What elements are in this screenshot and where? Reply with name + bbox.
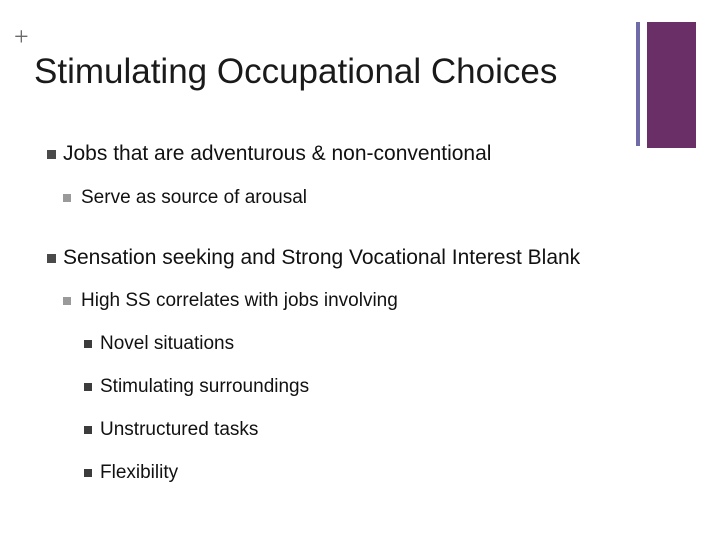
square-bullet-icon: [63, 194, 71, 202]
sub-sub-bullet-item: [84, 375, 309, 399]
slide-title: Stimulating Occupational Choices: [34, 52, 558, 91]
bullet-item: [47, 245, 580, 271]
square-bullet-icon: [63, 297, 71, 305]
bullet-text: Unstructured tasks: [100, 419, 259, 440]
bullet-text: High SS correlates with jobs involving: [81, 290, 398, 311]
bullet-item: [47, 141, 491, 167]
bullet-text: Jobs that are adventurous & non-conventional: [63, 142, 492, 165]
square-bullet-icon: [84, 469, 92, 477]
bullet-text: Serve as source of arousal: [81, 187, 308, 208]
square-bullet-icon: [84, 340, 92, 348]
bullet-text: Novel situations: [100, 333, 235, 354]
square-bullet-icon: [84, 383, 92, 391]
square-bullet-icon: [47, 254, 56, 263]
square-bullet-icon: [84, 426, 92, 434]
square-bullet-icon: [47, 150, 56, 159]
plus-icon: +: [14, 22, 29, 51]
bullet-text: Stimulating surroundings: [100, 376, 310, 397]
accent-bar-thick: [647, 22, 696, 148]
bullet-text: Flexibility: [100, 462, 179, 483]
sub-sub-bullet-item: [84, 461, 178, 485]
sub-bullet-item: [63, 289, 398, 313]
sub-sub-bullet-item: [84, 332, 234, 356]
accent-bar-thin: [636, 22, 640, 146]
sub-sub-bullet-item: [84, 418, 258, 442]
sub-bullet-item: [63, 186, 307, 210]
bullet-text: Sensation seeking and Strong Vocational Interest Blank: [63, 246, 581, 269]
